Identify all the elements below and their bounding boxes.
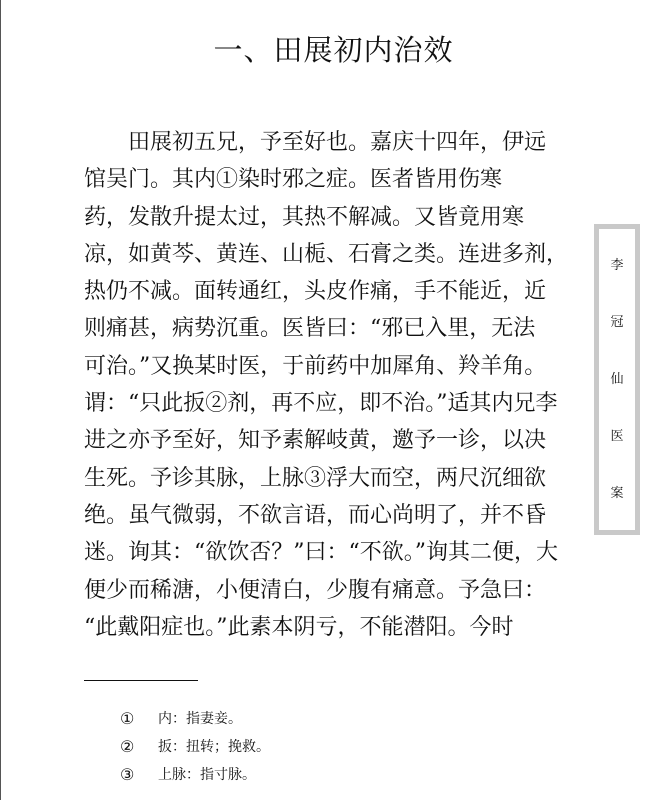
footnote-text: 扳：扭转；挽救。 bbox=[158, 739, 270, 755]
footnotes bbox=[120, 704, 270, 788]
body-line: 便少而稀溏，小便清白，少腹有痛意。予急曰： bbox=[84, 577, 547, 603]
body-line: 田展初五兄，予至好也。嘉庆十四年，伊远 bbox=[128, 130, 547, 155]
body-line: 馆吴门。其内①染时邪之症。医者皆用伤寒 bbox=[84, 167, 503, 193]
footnote-divider bbox=[84, 680, 198, 681]
body-line: 药，发散升提太过，其热不解减。又皆竟用寒 bbox=[84, 204, 525, 230]
body-text bbox=[84, 124, 584, 646]
footnote-number: ② bbox=[120, 736, 135, 756]
body-line: 凉，如黄芩、黄连、山栀、石膏之类。连进多剂， bbox=[84, 241, 569, 267]
body-line: 绝。虽气微弱，不欲言语，而心尚明了，并不昏 bbox=[84, 502, 547, 528]
footnote-item bbox=[120, 704, 270, 732]
footnote-item bbox=[120, 732, 270, 760]
body-line: “此戴阳症也。”此素本阴亏，不能潜阳。今时 bbox=[84, 614, 514, 640]
sidebar-char: 李 bbox=[610, 257, 624, 273]
footnote-number: ① bbox=[120, 708, 135, 728]
sidebar-char: 案 bbox=[610, 485, 624, 501]
book-title-sidebar bbox=[594, 224, 640, 535]
footnote-text: 上脉：指寸脉。 bbox=[158, 767, 256, 783]
sidebar-char: 仙 bbox=[610, 371, 624, 387]
body-line: 迷。询其：“欲饮否？”曰：“不欲。”询其二便，大 bbox=[84, 540, 558, 566]
body-line: 则痛甚，病势沉重。医皆曰：“邪已入里，无法 bbox=[84, 316, 536, 342]
body-line: 可治。”又换某时医，于前药中加犀角、羚羊角。 bbox=[84, 353, 547, 379]
sidebar-char: 医 bbox=[610, 428, 624, 444]
page-title: 一、田展初内治效 bbox=[213, 33, 454, 67]
body-line: 进之亦予至好，知予素解岐黄，邀予一诊，以决 bbox=[84, 428, 547, 454]
body-line: 生死。予诊其脉，上脉③浮大而空，两尺沉细欲 bbox=[84, 465, 547, 491]
sidebar-char: 冠 bbox=[610, 314, 624, 330]
body-line: 热仍不减。面转通红，头皮作痛，手不能近，近 bbox=[84, 279, 547, 305]
footnote-text: 内：指妻妾。 bbox=[158, 711, 242, 727]
page-left-edge bbox=[0, 0, 1, 800]
body-line: 谓：“只此扳②剂，再不应，即不治。”适其内兄李 bbox=[84, 391, 558, 417]
footnote-item bbox=[120, 760, 270, 788]
footnote-number: ③ bbox=[120, 764, 135, 784]
